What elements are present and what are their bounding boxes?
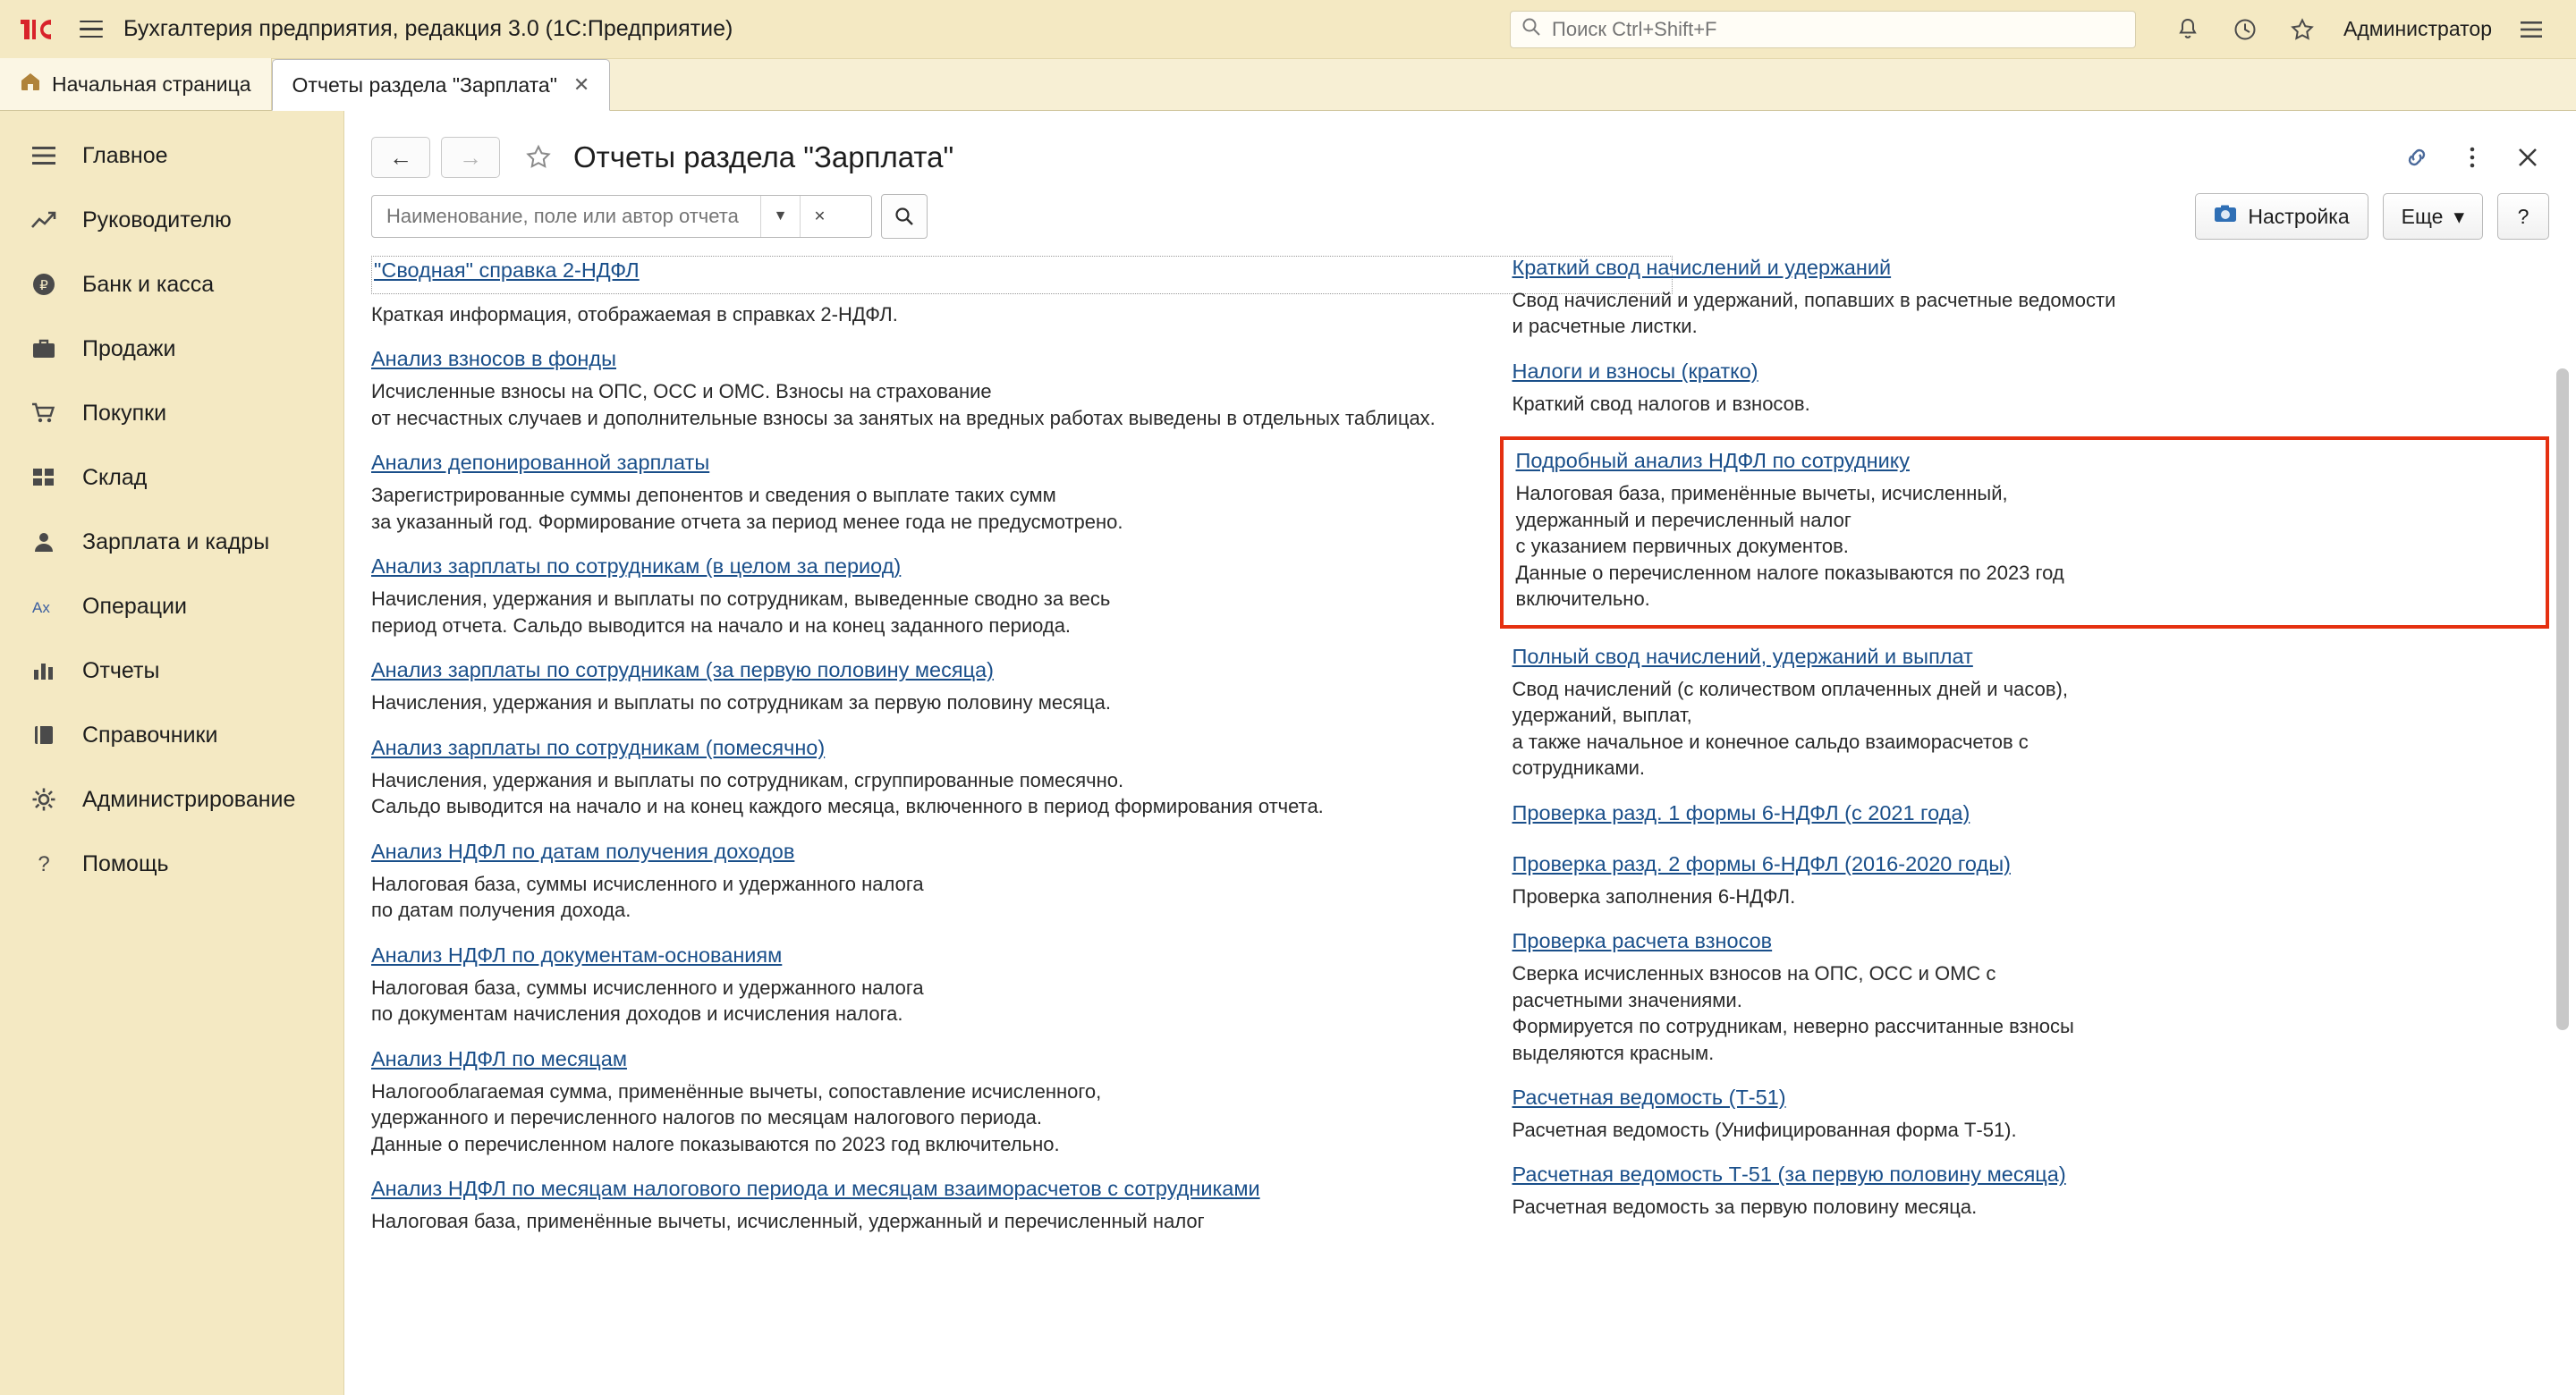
report-entry [371, 554, 1461, 638]
report-entry [1513, 256, 2550, 340]
report-entry [1513, 1086, 2550, 1143]
report-entry [371, 1177, 1461, 1234]
sidebar-item-label: Справочники [82, 722, 218, 748]
sidebar-item-pomoshch[interactable] [0, 832, 343, 896]
body [0, 111, 2576, 1395]
report-entry [1513, 1162, 2550, 1220]
report-description: Свод начислений (с количеством оплаченных дней и часов), удержаний, выплат, а также начальное и конечное сальдо взаиморасчетов с сотрудниками. [1512, 677, 2068, 780]
report-link[interactable]: Полный свод начислений, удержаний и выплат [1512, 644, 1973, 668]
report-link[interactable]: "Сводная" справка 2-НДФЛ [374, 258, 640, 282]
report-entry [371, 451, 1461, 535]
report-description: Краткая информация, отображаемая в справках 2-НДФЛ. [371, 303, 898, 326]
sidebar-item-otchety[interactable] [0, 638, 343, 703]
left-report-column [371, 252, 1461, 1395]
home-icon [20, 72, 41, 97]
report-entry [371, 658, 1461, 715]
report-description: Налоговая база, применённые вычеты, исчисленный, удержанный и перечисленный налог [371, 1209, 1205, 1232]
report-entry [1513, 929, 2550, 1066]
report-description: Начисления, удержания и выплаты по сотрудникам, выведенные сводно за весь период отчета. Сальдо выводится на начало и на конец заданного периода. [371, 588, 1111, 637]
report-entry [1513, 852, 2550, 909]
report-description: Начисления, удержания и выплаты по сотрудникам за первую половину месяца. [371, 691, 1111, 714]
book-icon [29, 720, 59, 750]
favorite-star-icon[interactable] [518, 137, 559, 178]
report-link[interactable]: Анализ НДФЛ по месяцам [371, 1046, 627, 1070]
ax-icon [29, 591, 59, 621]
report-entry [371, 347, 1461, 431]
report-description: Налоговая база, суммы исчисленного и удержанного налога по датам получения дохода. [371, 872, 924, 922]
sidebar-item-label: Помощь [82, 850, 169, 876]
report-entry [371, 256, 1461, 327]
report-description: Исчисленные взносы на ОПС, ОСС и ОМС. Взносы на страхование от несчастных случаев и дополнительные взносы за занятых на вредных работах выведены в отдельных таблицах. [371, 380, 1436, 429]
report-link[interactable]: Анализ взносов в фонды [371, 347, 617, 371]
report-search[interactable] [371, 195, 872, 238]
tab-salary-reports-label: Отчеты раздела "Зарплата" [292, 72, 557, 97]
sidebar-item-spravochniki[interactable] [0, 703, 343, 767]
1c-logo-icon [16, 13, 64, 46]
report-search-input[interactable] [385, 204, 760, 229]
vertical-scrollbar[interactable] [2553, 252, 2572, 1395]
app-title: Бухгалтерия предприятия, редакция 3.0 (1С:Предприятие) [123, 16, 733, 41]
report-entry [371, 943, 1461, 1027]
report-link[interactable]: Расчетная ведомость Т-51 (за первую половину месяца) [1512, 1162, 2066, 1187]
gear-icon [29, 784, 59, 815]
sidebar-item-administrirovanie[interactable] [0, 767, 343, 832]
tab-salary-reports[interactable] [272, 59, 611, 111]
report-entry [1513, 359, 2550, 417]
right-report-column [1513, 252, 2550, 1395]
sidebar-item-sklad[interactable] [0, 445, 343, 510]
report-description: Расчетная ведомость за первую половину месяца. [1512, 1196, 1978, 1219]
more-button[interactable] [2383, 193, 2483, 240]
highlighted-report-entry [1500, 436, 2550, 628]
chart-up-icon [29, 205, 59, 235]
forward-button[interactable]: → [441, 137, 500, 178]
content-header [344, 111, 2576, 188]
report-link[interactable]: Налоги и взносы (кратко) [1512, 359, 1758, 383]
report-link[interactable]: Проверка расчета взносов [1512, 929, 1773, 953]
question-icon [29, 849, 59, 879]
report-description: Налоговая база, суммы исчисленного и удержанного налога по документам начисления доходов и исчисления налога. [371, 976, 924, 1026]
cart-icon [29, 398, 59, 428]
global-search[interactable] [1510, 11, 2136, 48]
bar-chart-icon [29, 655, 59, 686]
report-link[interactable]: Анализ зарплаты по сотрудникам (помесячно) [371, 735, 826, 759]
briefcase-icon [29, 334, 59, 364]
sidebar-item-label: Продажи [82, 335, 176, 361]
sidebar-item-prodazhi[interactable] [0, 317, 343, 381]
sidebar-item-label: Администрирование [82, 786, 296, 812]
kebab-icon[interactable] [2451, 136, 2494, 179]
help-button[interactable]: ? [2497, 193, 2549, 240]
report-entry [371, 840, 1461, 924]
report-link[interactable]: Проверка разд. 2 формы 6-НДФЛ (2016-2020 годы) [1512, 851, 2011, 875]
sidebar-item-label: Покупки [82, 400, 167, 426]
close-window-icon[interactable] [2506, 136, 2549, 179]
camera-icon [2214, 204, 2237, 229]
chevron-down-icon: ▾ [2453, 204, 2464, 228]
sidebar-item-bank-i-kassa[interactable] [0, 252, 343, 317]
tab-home-label: Начальная страница [52, 72, 251, 96]
report-columns [344, 252, 2576, 1395]
selected-row-marker [371, 256, 1673, 294]
sidebar-item-label: Банк и касса [82, 271, 215, 297]
report-link[interactable]: Анализ зарплаты по сотрудникам (в целом за период) [371, 554, 902, 579]
search-dropdown-icon[interactable]: ▼ [760, 196, 800, 237]
report-description: Налоговая база, применённые вычеты, исчисленный, удержанный и перечисленный налог с указанием первичных документов. Данные о перечисленном налоге показываются по 2023 год включительно. [1515, 482, 2064, 611]
sidebar-item-label: Склад [82, 464, 148, 490]
grid-icon [29, 462, 59, 493]
report-link[interactable]: Краткий свод начислений и удержаний [1512, 256, 1892, 279]
current-user: Администратор [2343, 17, 2492, 40]
report-link[interactable]: Проверка разд. 1 формы 6-НДФЛ (с 2021 года) [1512, 800, 1970, 824]
scrollbar-thumb[interactable] [2556, 368, 2569, 1030]
report-link[interactable]: Анализ НДФЛ по месяцам налогового периода и месяцам взаиморасчетов с сотрудниками [371, 1176, 1260, 1200]
search-clear-icon[interactable]: ✕ [800, 196, 839, 237]
back-button[interactable]: ← [371, 137, 430, 178]
history-icon[interactable] [2224, 8, 2267, 51]
sidebar-item-zarplata-i-kadry[interactable] [0, 510, 343, 574]
sidebar-item-label: Отчеты [82, 657, 160, 683]
report-entry [1513, 645, 2550, 782]
report-link[interactable]: Подробный анализ НДФЛ по сотруднику [1515, 449, 1910, 473]
star-icon[interactable] [2281, 8, 2324, 51]
page-title: Отчеты раздела "Зарплата" [573, 140, 954, 173]
svg-text:Ax: Ax [32, 599, 50, 616]
report-link[interactable]: Анализ НДФЛ по документам-основаниям [371, 943, 783, 967]
global-search-input[interactable] [1550, 17, 2124, 42]
sidebar-item-label: Руководителю [82, 207, 232, 232]
report-description: Краткий свод налогов и взносов. [1512, 392, 1810, 415]
report-description: Свод начислений и удержаний, попавших в расчетные ведомости и расчетные листки. [1512, 289, 2116, 338]
report-entry [371, 1047, 1461, 1157]
title-bar [0, 0, 2576, 59]
sidebar-item-glavnoe[interactable] [0, 123, 343, 188]
svg-text:₽: ₽ [39, 278, 48, 293]
tab-bar [0, 59, 2576, 111]
menu-icon[interactable] [2510, 8, 2553, 51]
report-link[interactable]: Анализ депонированной зарплаты [371, 451, 710, 475]
sidebar [0, 111, 344, 1395]
ruble-circle-icon [29, 269, 59, 300]
search-button[interactable] [881, 194, 928, 239]
main-menu-button[interactable] [72, 10, 111, 49]
sidebar-item-label: Зарплата и кадры [82, 528, 270, 554]
svg-text:?: ? [38, 852, 50, 876]
bell-icon[interactable] [2166, 8, 2209, 51]
report-description: Расчетная ведомость (Унифицированная форма Т-51). [1512, 1118, 2017, 1141]
search-icon [1521, 17, 1541, 41]
sidebar-item-pokupki[interactable] [0, 381, 343, 445]
report-link[interactable]: Анализ зарплаты по сотрудникам (за первую половину месяца) [371, 658, 994, 682]
report-entry [371, 736, 1461, 820]
person-icon [29, 527, 59, 557]
link-icon[interactable] [2395, 136, 2438, 179]
list-icon [29, 140, 59, 171]
report-description: Проверка заполнения 6-НДФЛ. [1512, 884, 1796, 908]
report-description: Сверка исчисленных взносов на ОПС, ОСС и ОМС с расчетными значениями. Формируется по сотрудникам, неверно рассчитанные взносы выделяются красным. [1512, 962, 2074, 1064]
report-description: Зарегистрированные суммы депонентов и сведения о выплате таких сумм за указанный год. Формирование отчета за период менее года не предусмотрено. [371, 484, 1123, 533]
report-description: Налогооблагаемая сумма, применённые вычеты, сопоставление исчисленного, удержанного и перечисленного налогов по месяцам налогового периода. Данные о перечисленном налоге показываются по 2023 год включительно. [371, 1079, 1102, 1155]
sidebar-item-operacii[interactable] [0, 574, 343, 638]
report-link[interactable]: Расчетная ведомость (Т-51) [1512, 1085, 1786, 1109]
sidebar-item-label: Операции [82, 593, 187, 619]
settings-button[interactable] [2195, 193, 2368, 240]
toolbar [344, 188, 2576, 252]
tab-close-icon[interactable]: ✕ [572, 73, 590, 96]
report-entry [1513, 801, 2550, 833]
content-area [344, 111, 2576, 1395]
report-link[interactable]: Анализ НДФЛ по датам получения доходов [371, 839, 795, 863]
sidebar-item-rukovoditelyu[interactable] [0, 188, 343, 252]
tab-home[interactable] [0, 58, 272, 110]
more-button-label: Еще [2401, 204, 2444, 228]
settings-button-label: Настройка [2248, 204, 2350, 228]
sidebar-item-label: Главное [82, 142, 168, 168]
report-description: Начисления, удержания и выплаты по сотрудникам, сгруппированные помесячно. Сальдо выводится на начало и на конец каждого месяца, включенного в период формирования отчета. [371, 768, 1324, 818]
